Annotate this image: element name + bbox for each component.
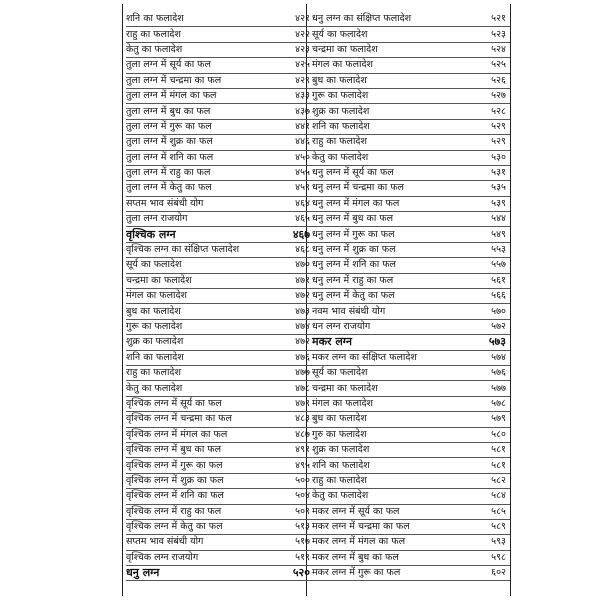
contents-column-left: [126, 12, 314, 581]
entry-label: धनु लग्न में सूर्य का फल: [312, 167, 394, 179]
section-heading-row: [126, 566, 314, 581]
contents-entry: [126, 27, 314, 42]
entry-label: केतु का फलादेश: [126, 382, 183, 394]
contents-entry: [312, 551, 510, 566]
page-number: ५४९: [491, 228, 506, 240]
page-number: ५००: [295, 474, 310, 486]
contents-entry: [312, 289, 510, 304]
contents-entry: [126, 520, 314, 535]
page-number: ४५०: [295, 151, 310, 163]
entry-label: बुध का फलादेश: [312, 74, 367, 86]
page-number: ५१७: [295, 536, 310, 548]
contents-entry: [126, 58, 314, 73]
page-number: ५७२: [491, 321, 506, 332]
contents-entry: [312, 12, 510, 27]
entry-label: तुला लग्न में सूर्य का फल: [126, 59, 211, 71]
entry-label: तुला लग्न में गुरू का फल: [126, 120, 212, 132]
page-number: ५८१: [491, 459, 506, 471]
contents-entry: [312, 351, 510, 366]
entry-label: वृश्चिक लग्न में मंगल का फल: [126, 428, 228, 440]
page-number: ५७०: [491, 305, 506, 317]
contents-entry: [312, 243, 510, 258]
entry-label: वृश्चिक लग्न में चन्द्रमा का फल: [126, 413, 232, 425]
contents-entry: [126, 197, 314, 212]
entry-label: बुध का फलादेश: [312, 413, 367, 425]
entry-label: सूर्य का फलादेश: [126, 259, 182, 271]
page-number: ४६७: [292, 227, 310, 241]
page-number: ५२९: [491, 136, 506, 148]
entry-label: तुला लग्न में केतु का फल: [126, 182, 212, 194]
column-rule-left: [122, 4, 123, 596]
entry-label: शनि का फलादेश: [126, 13, 184, 25]
contents-entry: [126, 12, 314, 27]
page-number: ४७९: [295, 397, 310, 409]
section-heading-label: धनु लग्न: [126, 566, 160, 580]
page-number: ५२०: [292, 566, 310, 580]
page-number: ५८९: [491, 521, 506, 533]
contents-column-right: [312, 12, 510, 581]
section-heading-label: वृश्चिक लग्न: [126, 227, 176, 241]
contents-entry: [126, 135, 314, 150]
contents-entry: [126, 43, 314, 58]
contents-entry: [312, 104, 510, 119]
entry-label: राहु का फलादेश: [126, 28, 181, 40]
page-number: ५१९: [295, 551, 310, 563]
contents-entry: [312, 74, 510, 89]
entry-label: केतु का फलादेश: [312, 490, 369, 502]
entry-label: शनि का फलादेश: [312, 459, 370, 471]
page-number: ५७७: [491, 382, 506, 394]
page-number: ५०४: [295, 490, 310, 502]
entry-label: वृश्चिक लग्न में शुक्र का फल: [126, 474, 224, 486]
entry-label: धनु लग्न का संक्षिप्त फलादेश: [312, 13, 412, 25]
contents-entry: [312, 412, 510, 427]
contents-entry: [126, 120, 314, 135]
entry-label: सप्तम भाव संबंधी योग: [126, 536, 204, 548]
entry-label: मंगल का फलादेश: [312, 59, 373, 71]
contents-entry: [126, 89, 314, 104]
page-number: ५०९: [295, 505, 310, 517]
page-number: ४२५: [295, 59, 310, 71]
page-number: ५८५: [491, 505, 506, 517]
page-number: ४२१: [295, 13, 310, 25]
entry-label: सूर्य का फलादेश: [312, 367, 368, 379]
page-number: ५६६: [491, 290, 506, 302]
page-number: ४२९: [295, 74, 310, 86]
page-number: ४८७: [295, 428, 310, 440]
contents-entry: [312, 397, 510, 412]
page-number: ४७२: [295, 336, 310, 348]
entry-label: वृश्चिक लग्न में शनि का फल: [126, 490, 224, 502]
entry-label: शनि का फलादेश: [312, 120, 370, 132]
entry-label: राहु का फलादेश: [312, 136, 367, 148]
entry-label: शुक्र का फलादेश: [312, 444, 370, 456]
entry-label: धनु लग्न में चन्द्रमा का फल: [312, 182, 404, 194]
page-number: ५८४: [491, 490, 506, 502]
page-number: ४६८: [295, 244, 310, 256]
page-number: ४७६: [295, 351, 310, 363]
page-number: ५९३: [491, 536, 506, 548]
entry-label: गुरू का फलादेश: [126, 321, 183, 332]
page-number: ५७८: [491, 397, 506, 409]
entry-label: धनु लग्न में शुक्र का फल: [312, 244, 396, 256]
contents-entry: [126, 243, 314, 258]
entry-label: वृश्चिक लग्न में केतु का फल: [126, 521, 223, 533]
contents-entry: [312, 151, 510, 166]
contents-entry: [126, 335, 314, 350]
contents-entry: [312, 428, 510, 443]
contents-entry: [312, 89, 510, 104]
contents-entry: [126, 258, 314, 273]
page-number: ४७८: [295, 382, 310, 394]
contents-entry: [312, 274, 510, 289]
page-number: ५२४: [491, 43, 506, 55]
page-number: ५२८: [491, 105, 506, 117]
entry-label: तुला लग्न में मंगल का फल: [126, 90, 217, 102]
entry-label: मकर लग्न का संक्षिप्त फलादेश: [312, 351, 417, 363]
section-heading-row: [126, 227, 314, 242]
page-number: ५३१: [491, 167, 506, 179]
contents-entry: [312, 505, 510, 520]
page-number: ५८१: [491, 444, 506, 456]
contents-entry: [312, 212, 510, 227]
contents-entry: [126, 104, 314, 119]
contents-entry: [126, 212, 314, 227]
entry-label: मंगल का फलादेश: [312, 397, 373, 409]
entry-label: धन लग्न राजयोग: [312, 321, 371, 332]
page-number: ५२१: [491, 13, 506, 25]
page-number: ४९५: [295, 459, 310, 471]
entry-label: मकर लग्न में बुध का फल: [312, 551, 399, 563]
contents-entry: [126, 366, 314, 381]
page-number: ५७४: [491, 351, 506, 363]
entry-label: तुला लग्न में चन्द्रमा का फल: [126, 74, 222, 86]
contents-entry: [126, 381, 314, 396]
entry-label: मकर लग्न में मंगल का फल: [312, 536, 406, 548]
column-rule-right: [510, 4, 511, 596]
contents-entry: [312, 458, 510, 473]
entry-label: राहु का फलादेश: [126, 367, 181, 379]
page-number: ५२९: [491, 120, 506, 132]
contents-entry: [126, 320, 314, 335]
page-number: ५१३: [295, 521, 310, 533]
page-number: ४८३: [295, 413, 310, 425]
contents-entry: [312, 535, 510, 550]
entry-label: मकर लग्न में चन्द्रमा का फल: [312, 521, 410, 533]
entry-label: केतु का फलादेश: [312, 151, 369, 163]
contents-entry: [126, 166, 314, 181]
entry-label: वृश्चिक लग्न का संक्षिप्त फलादेश: [126, 244, 240, 256]
entry-label: धनु लग्न में बुध का फल: [312, 213, 394, 225]
entry-label: धनु लग्न में शनि का फल: [312, 259, 396, 271]
contents-entry: [126, 274, 314, 289]
page-number: ५४४: [491, 213, 506, 225]
contents-entry: [126, 289, 314, 304]
contents-entry: [126, 551, 314, 566]
contents-entry: [126, 443, 314, 458]
entry-label: गुरू का फलादेश: [312, 90, 369, 102]
entry-label: धनु लग्न में गुरू का फल: [312, 228, 395, 240]
page-number: ५५७: [491, 259, 506, 271]
page-number: ५२५: [491, 59, 506, 71]
contents-entry: [312, 27, 510, 42]
contents-entry: [312, 320, 510, 335]
page-number: ५३०: [491, 151, 506, 163]
page-number: ६०२: [491, 567, 506, 579]
contents-entry: [126, 74, 314, 89]
entry-label: सूर्य का फलादेश: [312, 28, 368, 40]
page-number: ५३९: [491, 197, 506, 209]
entry-label: तुला लग्न में राहु का फल: [126, 167, 211, 179]
entry-label: गुरु का फलादेश: [312, 428, 367, 440]
page-number: ४९१: [295, 444, 310, 456]
entry-label: शुक्र का फलादेश: [312, 105, 370, 117]
entry-label: चन्द्रमा का फलादेश: [312, 43, 378, 55]
contents-entry: [312, 366, 510, 381]
entry-label: शनि का फलादेश: [126, 351, 184, 363]
page-number: ५७३: [488, 335, 506, 349]
entry-label: धनु लग्न में राहु का फल: [312, 274, 394, 286]
contents-entry: [126, 428, 314, 443]
page-number: ४२३: [295, 43, 310, 55]
entry-label: वृश्चिक लग्न में गुरू का फल: [126, 459, 223, 471]
page-number: ४७४: [295, 321, 310, 332]
contents-entry: [126, 489, 314, 504]
section-heading-label: मकर लग्न: [312, 335, 353, 349]
contents-entry: [312, 520, 510, 535]
page-number: ५६१: [491, 274, 506, 286]
contents-entry: [312, 443, 510, 458]
contents-entry: [126, 351, 314, 366]
page-number: ५७९: [491, 413, 506, 425]
contents-entry: [312, 258, 510, 273]
contents-entry: [126, 181, 314, 196]
contents-entry: [126, 535, 314, 550]
page-number: ५३५: [491, 182, 506, 194]
page-number: ४४१: [295, 120, 310, 132]
entry-label: सप्तम भाव संबंधी योग: [126, 197, 204, 209]
contents-entry: [126, 474, 314, 489]
contents-entry: [126, 397, 314, 412]
contents-entry: [126, 304, 314, 319]
contents-entry: [312, 566, 510, 581]
page-number: ४७२: [295, 290, 310, 302]
page-number: ४७०: [295, 259, 310, 271]
page-number: ४३७: [295, 105, 310, 117]
entry-label: राहु का फलादेश: [312, 474, 367, 486]
section-heading-row: [312, 335, 510, 350]
entry-label: मकर लग्न में सूर्य का फल: [312, 505, 400, 517]
page-number: ४२२: [295, 28, 310, 40]
contents-entry: [312, 474, 510, 489]
contents-entry: [126, 151, 314, 166]
entry-label: मकर लग्न में गुरू का फल: [312, 567, 401, 579]
entry-label: नवम भाव संबंधी योग: [312, 305, 386, 317]
contents-entry: [312, 58, 510, 73]
contents-entry: [126, 505, 314, 520]
page-number: ५२६: [491, 74, 506, 86]
contents-entry: [126, 458, 314, 473]
page-number: ४७१: [295, 274, 310, 286]
page-number: ४७७: [295, 367, 310, 379]
entry-label: वृश्चिक लग्न राजयोग: [126, 551, 199, 563]
entry-label: वृश्चिक लग्न में सूर्य का फल: [126, 397, 222, 409]
page-number: ४५९: [295, 182, 310, 194]
page-number: ५५३: [491, 244, 506, 256]
entry-label: चन्द्रमा का फलादेश: [312, 382, 378, 394]
page-number: ४६४: [295, 197, 310, 209]
entry-label: वृश्चिक लग्न में राहु का फल: [126, 505, 222, 517]
page-number: ५७६: [491, 367, 506, 379]
entry-label: धनु लग्न में केतु का फल: [312, 290, 395, 302]
page-number: ४६५: [295, 213, 310, 225]
page-number: ४७३: [295, 305, 310, 317]
entry-label: बुध का फलादेश: [126, 305, 181, 317]
entry-label: मंगल का फलादेश: [126, 290, 187, 302]
page-number: ५२७: [491, 90, 506, 102]
contents-entry: [312, 197, 510, 212]
page-number: ५८२: [491, 474, 506, 486]
contents-entry: [312, 489, 510, 504]
contents-entry: [312, 43, 510, 58]
entry-label: तुला लग्न में शनि का फल: [126, 151, 214, 163]
page-number: ५९८: [491, 551, 506, 563]
entry-label: तुला लग्न राजयोग: [126, 213, 188, 225]
contents-entry: [312, 166, 510, 181]
entry-label: तुला लग्न में बुध का फल: [126, 105, 211, 117]
entry-label: धनु लग्न में मंगल का फल: [312, 197, 400, 209]
entry-label: केतु का फलादेश: [126, 43, 183, 55]
entry-label: शुक्र का फलादेश: [126, 336, 184, 348]
contents-entry: [312, 304, 510, 319]
entry-label: तुला लग्न में शुक्र का फल: [126, 136, 213, 148]
contents-entry: [312, 227, 510, 242]
contents-entry: [312, 135, 510, 150]
entry-label: चन्द्रमा का फलादेश: [126, 274, 192, 286]
contents-entry: [312, 181, 510, 196]
page-number: ४३३: [295, 90, 310, 102]
page-number: ५२३: [491, 28, 506, 40]
page-number: ४५५: [295, 167, 310, 179]
contents-entry: [126, 412, 314, 427]
contents-entry: [312, 381, 510, 396]
entry-label: वृश्चिक लग्न में बुध का फल: [126, 444, 222, 456]
contents-entry: [312, 120, 510, 135]
page-number: ४४६: [295, 136, 310, 148]
page-number: ५८०: [491, 428, 506, 440]
